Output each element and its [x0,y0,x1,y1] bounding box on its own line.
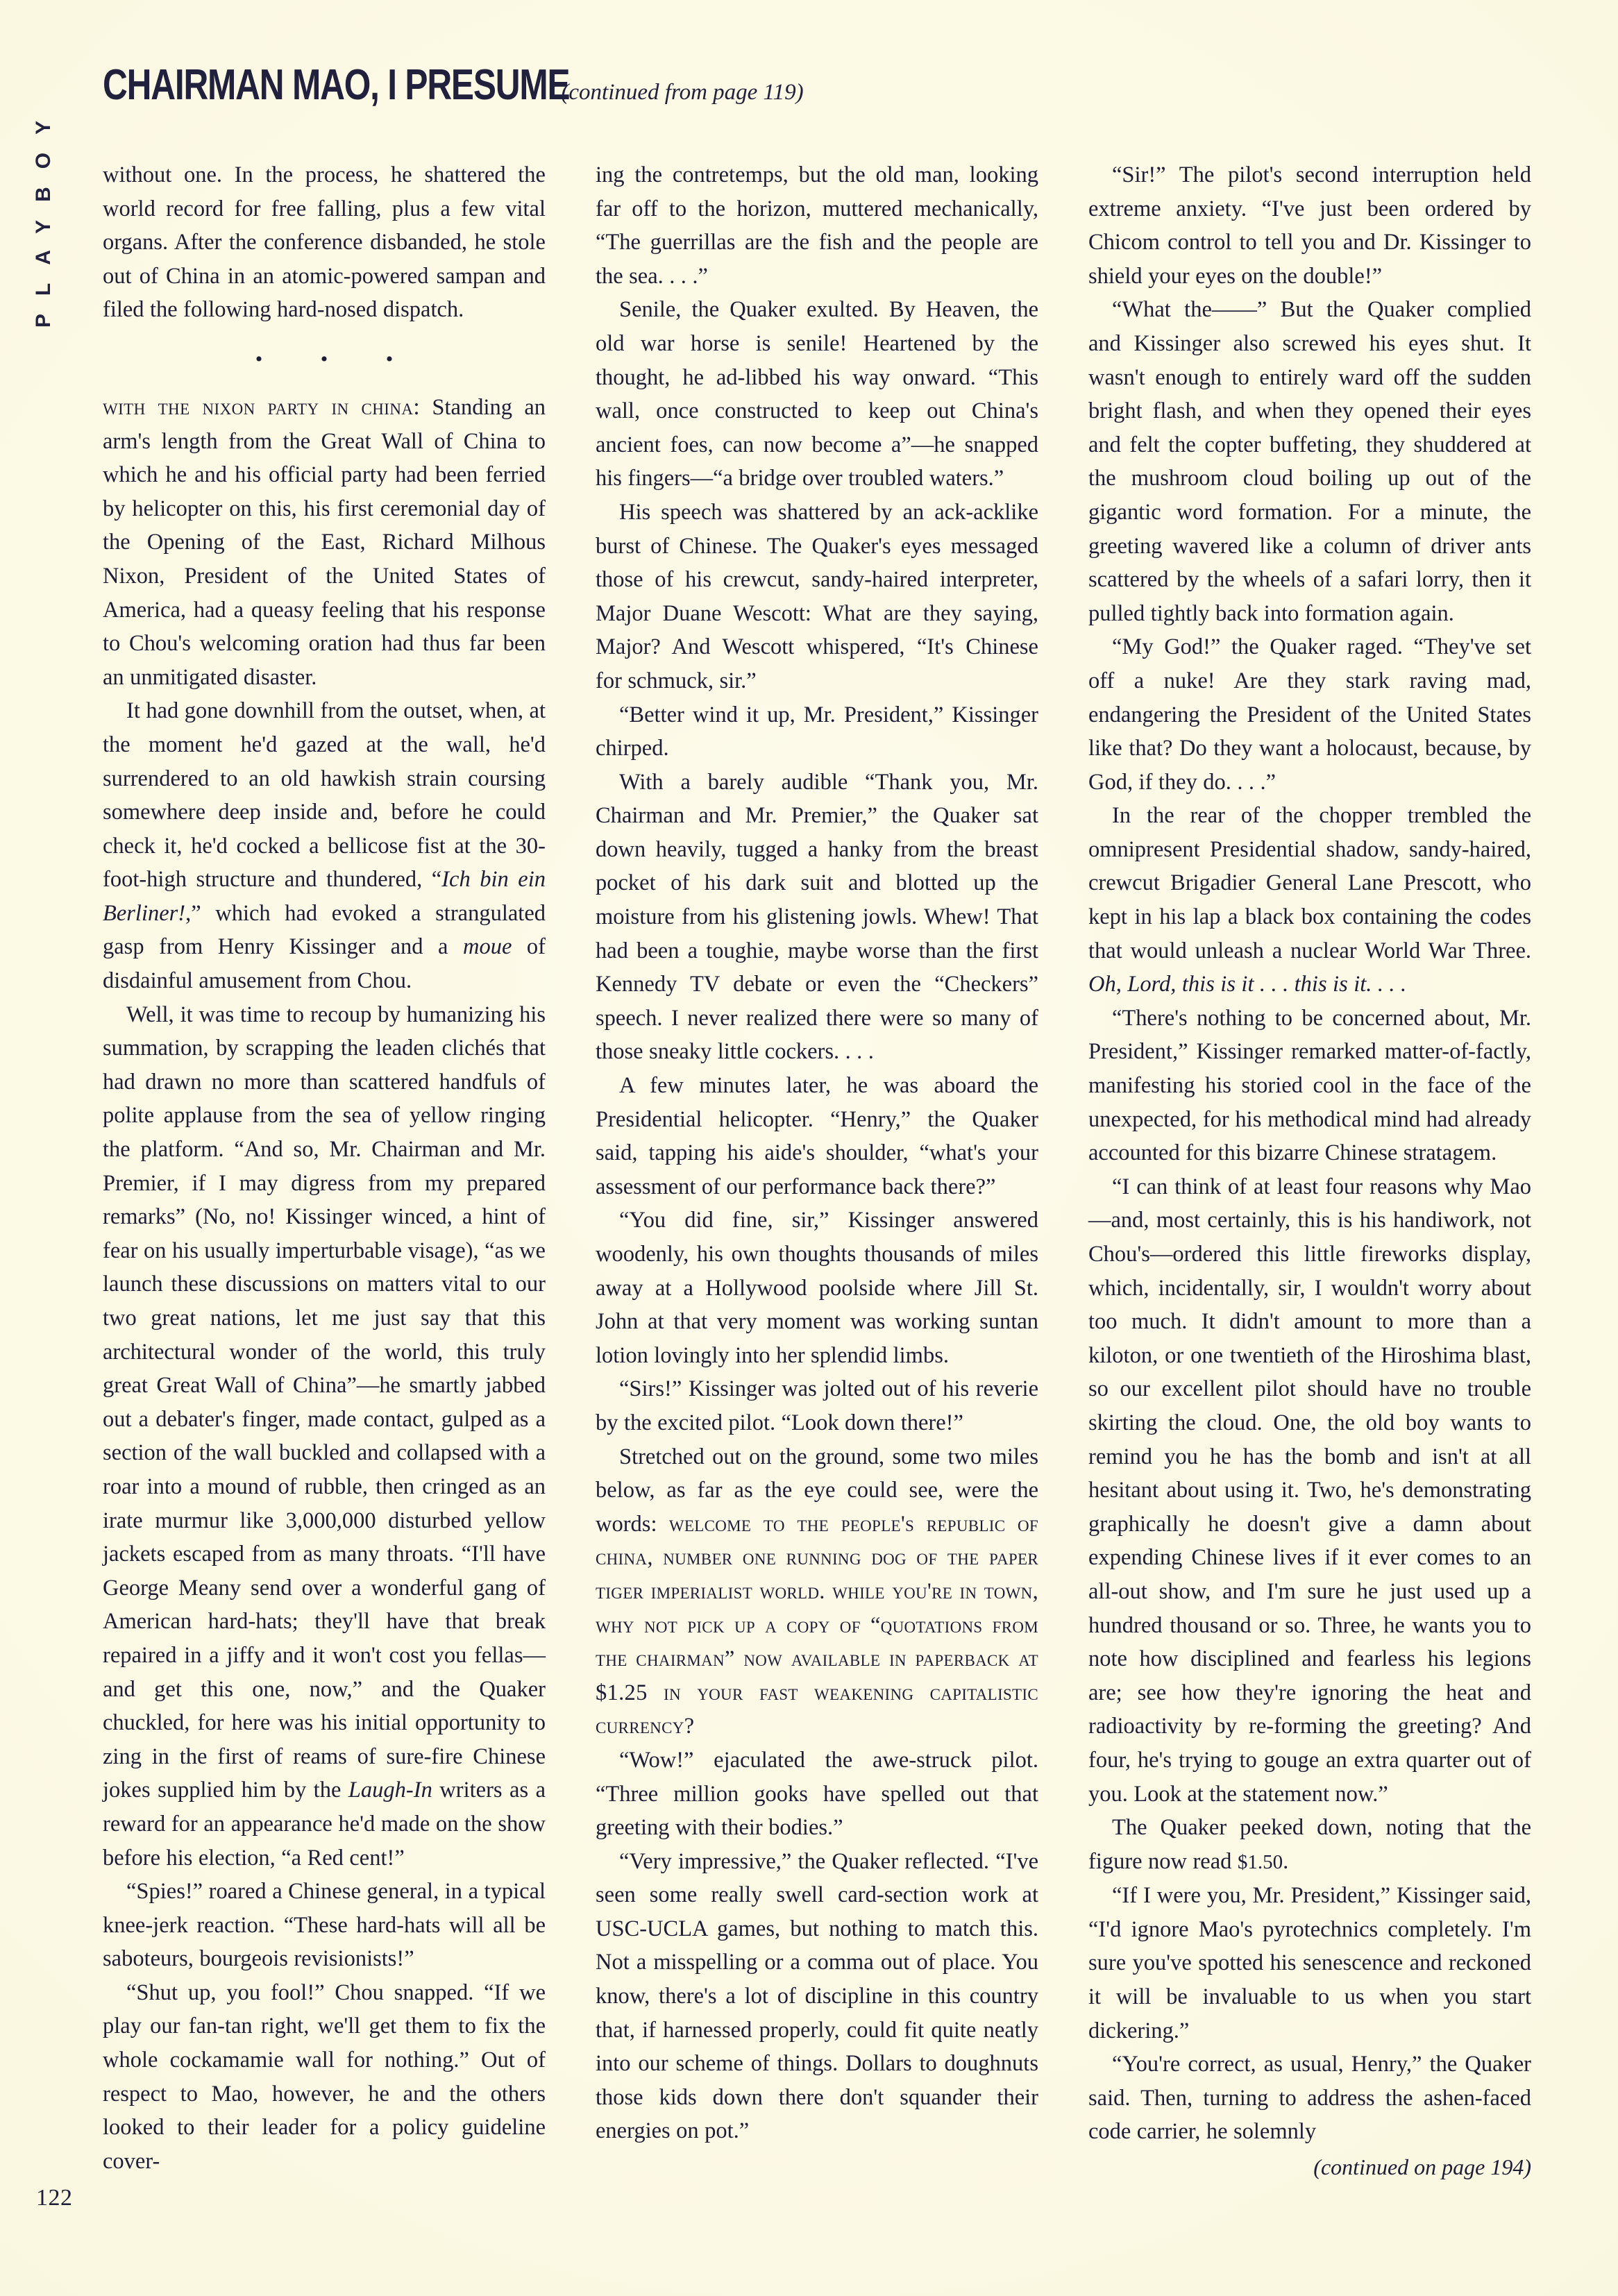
playboy-vertical-folio [19,83,68,347]
paragraph: A few minutes later, he was aboard the Presidential helicopter. “Henry,” the Quaker said, tapping his aide's shoulder, “what's your assessment of our performance back there?” [596,1073,1038,1199]
text-column-2 [596,158,1038,2247]
paragraph-text: . [1283,1848,1289,1874]
paragraph: without one. In the process, he shattered the world record for free falling, plus a few vital organs. After the conference disbanded, he stole out of China in an atomic-powered sampan and filed the following hard-nosed dispatch. [103,162,546,323]
paragraph: “Sirs!” Kissinger was jolted out of his reverie by the excited pilot. “Look down there!” [596,1376,1038,1435]
section-break-dinkus: • • • [255,347,420,371]
paragraph: Senile, the Quaker exulted. By Heaven, the old war horse is senile! Heartened by the thought, he ad-libbed his way onward. “This wall, once constructed to keep out China's ancient foes, can now become a”—he snapped his fingers—“a bridge over troubled waters.” [596,297,1038,491]
paragraph: His speech was shattered by an ack-acklike burst of Chinese. The Quaker's eyes messaged those of his crewcut, sandy-haired interpreter, Major Duane Wescott: What are they saying, Major? And Wescott whispered, “It's Chinese for schmuck, sir.” [596,499,1038,693]
paragraph: “Spies!” roared a Chinese general, in a typical knee-jerk reaction. “These hard-hats will all be saboteurs, bourgeois revisionists!” [103,1879,546,1972]
article-header [103,61,908,109]
paragraph [1088,1811,1531,1879]
paragraph-text: The Quaker peeked down, noting that the figure now read [1088,1815,1531,1874]
paragraph: “Sir!” The pilot's second interruption held extreme anxiety. “I've just been ordered by Chicom control to tell you and Dr. Kissinger to shield your eyes on the double!” [1088,162,1531,289]
paragraph [103,694,546,997]
paragraph: “If I were you, Mr. President,” Kissinger said, “I'd ignore Mao's pyrotechnics completely. I'm sure you've spotted his senescence and reckoned it will be invaluable to us when you start dickering.” [1088,1883,1531,2043]
paragraph-text: It had gone downhill from the outset, when, at the moment he'd gazed at the wall, he'd surrendered to an old hawkish strain coursing somewhere deep inside and, before he could check it, he'd cocked a bellicose fist at the 30-foot-high structure and thundered, “ [103,698,546,893]
paragraph [103,391,546,694]
paragraph: “You're correct, as usual, Henry,” the Quaker said. Then, turning to address the ashen-faced code carrier, he solemnly [1088,2052,1531,2145]
paragraph-text: Well, it was time to recoup by humanizing his summation, by scrapping the leaden clichés that had drawn no more than scattered handfuls of polite applause from the sea of yellow ringing the platform. “And so, Mr. Chairman and Mr. Premier, if I may digress from my prepared remarks” (No, no! Kissinger winced, a hint of fear on his usually imperturbable visage), “as we launch these discussions on matters vital to our two great nations, let me just say that this architectural wonder of the world, this truly great Great Wall of China”—he smartly jabbed out a debater's finger, made contact, gulped as a section of the wall buckled and collapsed with a roar into a mound of rubble, then cringed as an irate murmur like 3,000,000 disturbed yellow jackets escaped from as many throats. “I'll have George Meany send over a wonderful gang of American hard-hats; they'll have that break repaired in a jiffy and it won't cost you fellas—and get this one, now,” and the Quaker chuckled, for here was his initial opportunity to zing in the first of reams of sure-fire Chinese jokes supplied him by the [103,1002,546,1803]
continued-from-label: (continued from page 119) [561,80,804,105]
ground-sign-text: welcome to the people's republic of china, number one running dog of the paper tiger imperialist world. while you're in town, why not pick up a copy of “quotations from the chairman” now available in paperback at $1.25 in your fast weakening capitalistic currency? [596,1511,1039,1739]
paragraph: “Better wind it up, Mr. President,” Kissinger chirped. [596,702,1038,761]
page-title: CHAIRMAN MAO, I PRESUME [103,61,570,109]
paragraph: ing the contretemps, but the old man, looking far off to the horizon, muttered mechanically, “The guerrillas are the fish and the people are the sea. . . .” [596,162,1038,289]
paragraph: “Shut up, you fool!” Chou snapped. “If we play our fan-tan right, we'll get them to fix the whole cockamamie wall for nothing.” Out of respect to Mao, however, he and the others looked to their leader for a policy guideline cover- [103,1980,546,2174]
paragraph [1088,799,1531,1002]
paragraph-text: Stretched out on the ground, some two miles below, as far as the eye could see, were the words: [596,1444,1038,1537]
dateline-smallcaps: with the nixon party in china: [103,394,421,420]
paragraph: With a barely audible “Thank you, Mr. Chairman and Mr. Premier,” the Quaker sat down heavily, tugged a hanky from the breast pocket of his dark suit and blotted up the moisture from his glistening jowls. Whew! That had been a toughie, maybe worse than the first Kennedy TV debate or even the “Checkers” speech. I never realized there were so many of those sneaky little cockers. . . . [596,769,1038,1065]
paragraph: “There's nothing to be concerned about, Mr. President,” Kissinger remarked matter-of-factly, manifesting his storied cool in the face of the unexpected, for his methodical mind had already accounted for this bizarre Chinese stratagem. [1088,1005,1531,1166]
paragraph-text: ,” which had evoked a strangulated gasp from Henry Kissinger and a [103,900,546,960]
text-column-3 [1088,158,1531,2247]
paragraph-text: In the rear of the chopper trembled the omnipresent Presidential shadow, sandy-haired, crewcut Brigadier General Lane Prescott, who kept in his lap a black box containing the codes that would unleash a nuclear World War Three. [1088,803,1531,963]
paragraph: “What the——” But the Quaker complied and Kissinger also screwed his eyes shut. It wasn't enough to entirely ward off the sudden bright flash, and when they opened their eyes and felt the copter buffeting, they shuddered at the mushroom cloud boiling up out of the gigantic word formation. For a minute, the greeting wavered like a column of driver ants scattered by the wheels of a safari lorry, then it pulled tightly back into formation again. [1088,297,1531,626]
paragraph [103,998,546,1875]
paragraph: “I can think of at least four reasons why Mao—and, most certainly, this is his handiwork, not Chou's—ordered this little fireworks display, which, incidentally, sir, I wouldn't worry about too much. It didn't amount to more than a kiloton, or one twentieth of the Hiroshima blast, so our excellent pilot should have no trouble skirting the cloud. One, the old boy wants to remind you he has the bomb and isn't at all hesitant about using it. Two, he's demonstrating graphically he doesn't give a damn about expending Chinese lives if it ever comes to an all-out show, and I'm sure he just used up a hundred thousand or so. Three, he wants you to note how disciplined and fearless his legions are; see how they're ignoring the heat and radioactivity by re-forming the greeting? And four, he's trying to gouge an extra quarter out of you. Look at the statement now.” [1088,1174,1531,1807]
continued-on-label: (continued on page 194) [1313,2154,1531,2180]
italic-inner-thought: Oh, Lord, this is it . . . this is it. . . . [1088,972,1407,997]
page-number: 122 [36,2185,73,2211]
italic-phrase: Ich bin ein Berliner! [103,867,546,926]
paragraph-text: writers as a reward for an appearance he'd made on the show before his election, “a Red cent!” [103,1778,546,1871]
price-figure: $1.50 [1237,1850,1283,1873]
text-column-1 [103,158,546,2247]
paragraph: “You did fine, sir,” Kissinger answered woodenly, his own thoughts thousands of miles away at a Hollywood poolside where Jill St. John at that very moment was working suntan lotion lovingly into her splendid limbs. [596,1208,1038,1368]
italic-phrase: moue [463,934,512,960]
italic-title: Laugh-In [348,1778,432,1803]
paragraph [596,1440,1038,1744]
paragraph-text: of disdainful amusement from Chou. [103,934,546,994]
playboy-folio-text: PLAYBOY [32,102,56,328]
article-body [103,158,1533,2247]
paragraph-text: Standing an arm's length from the Great Wall of China to which he and his official party had been ferried by helicopter on this, his first ceremonial day of the Opening of the East, Richard Milhous Nixon, President of the United States of America, had a queasy feeling that his response to Chou's welcoming oration had thus far been an unmitigated disaster. [103,394,546,690]
paragraph: “Wow!” ejaculated the awe-struck pilot. “Three million gooks have spelled out that greeting with their bodies.” [596,1747,1038,1841]
paragraph: “My God!” the Quaker raged. “They've set off a nuke! Are they stark raving mad, endangering the President of the United States like that? Do they want a holocaust, because, by God, if they do. . . .” [1088,634,1531,795]
paragraph: “Very impressive,” the Quaker reflected. “I've seen some really swell card-section work at USC-UCLA games, but nothing to match this. Not a misspelling or a comma out of place. You know, there's a lot of discipline in this country that, if harnessed properly, could fit quite neatly into our scheme of things. Dollars to doughnuts those kids down there don't squander their energies on pot.” [596,1848,1038,2144]
